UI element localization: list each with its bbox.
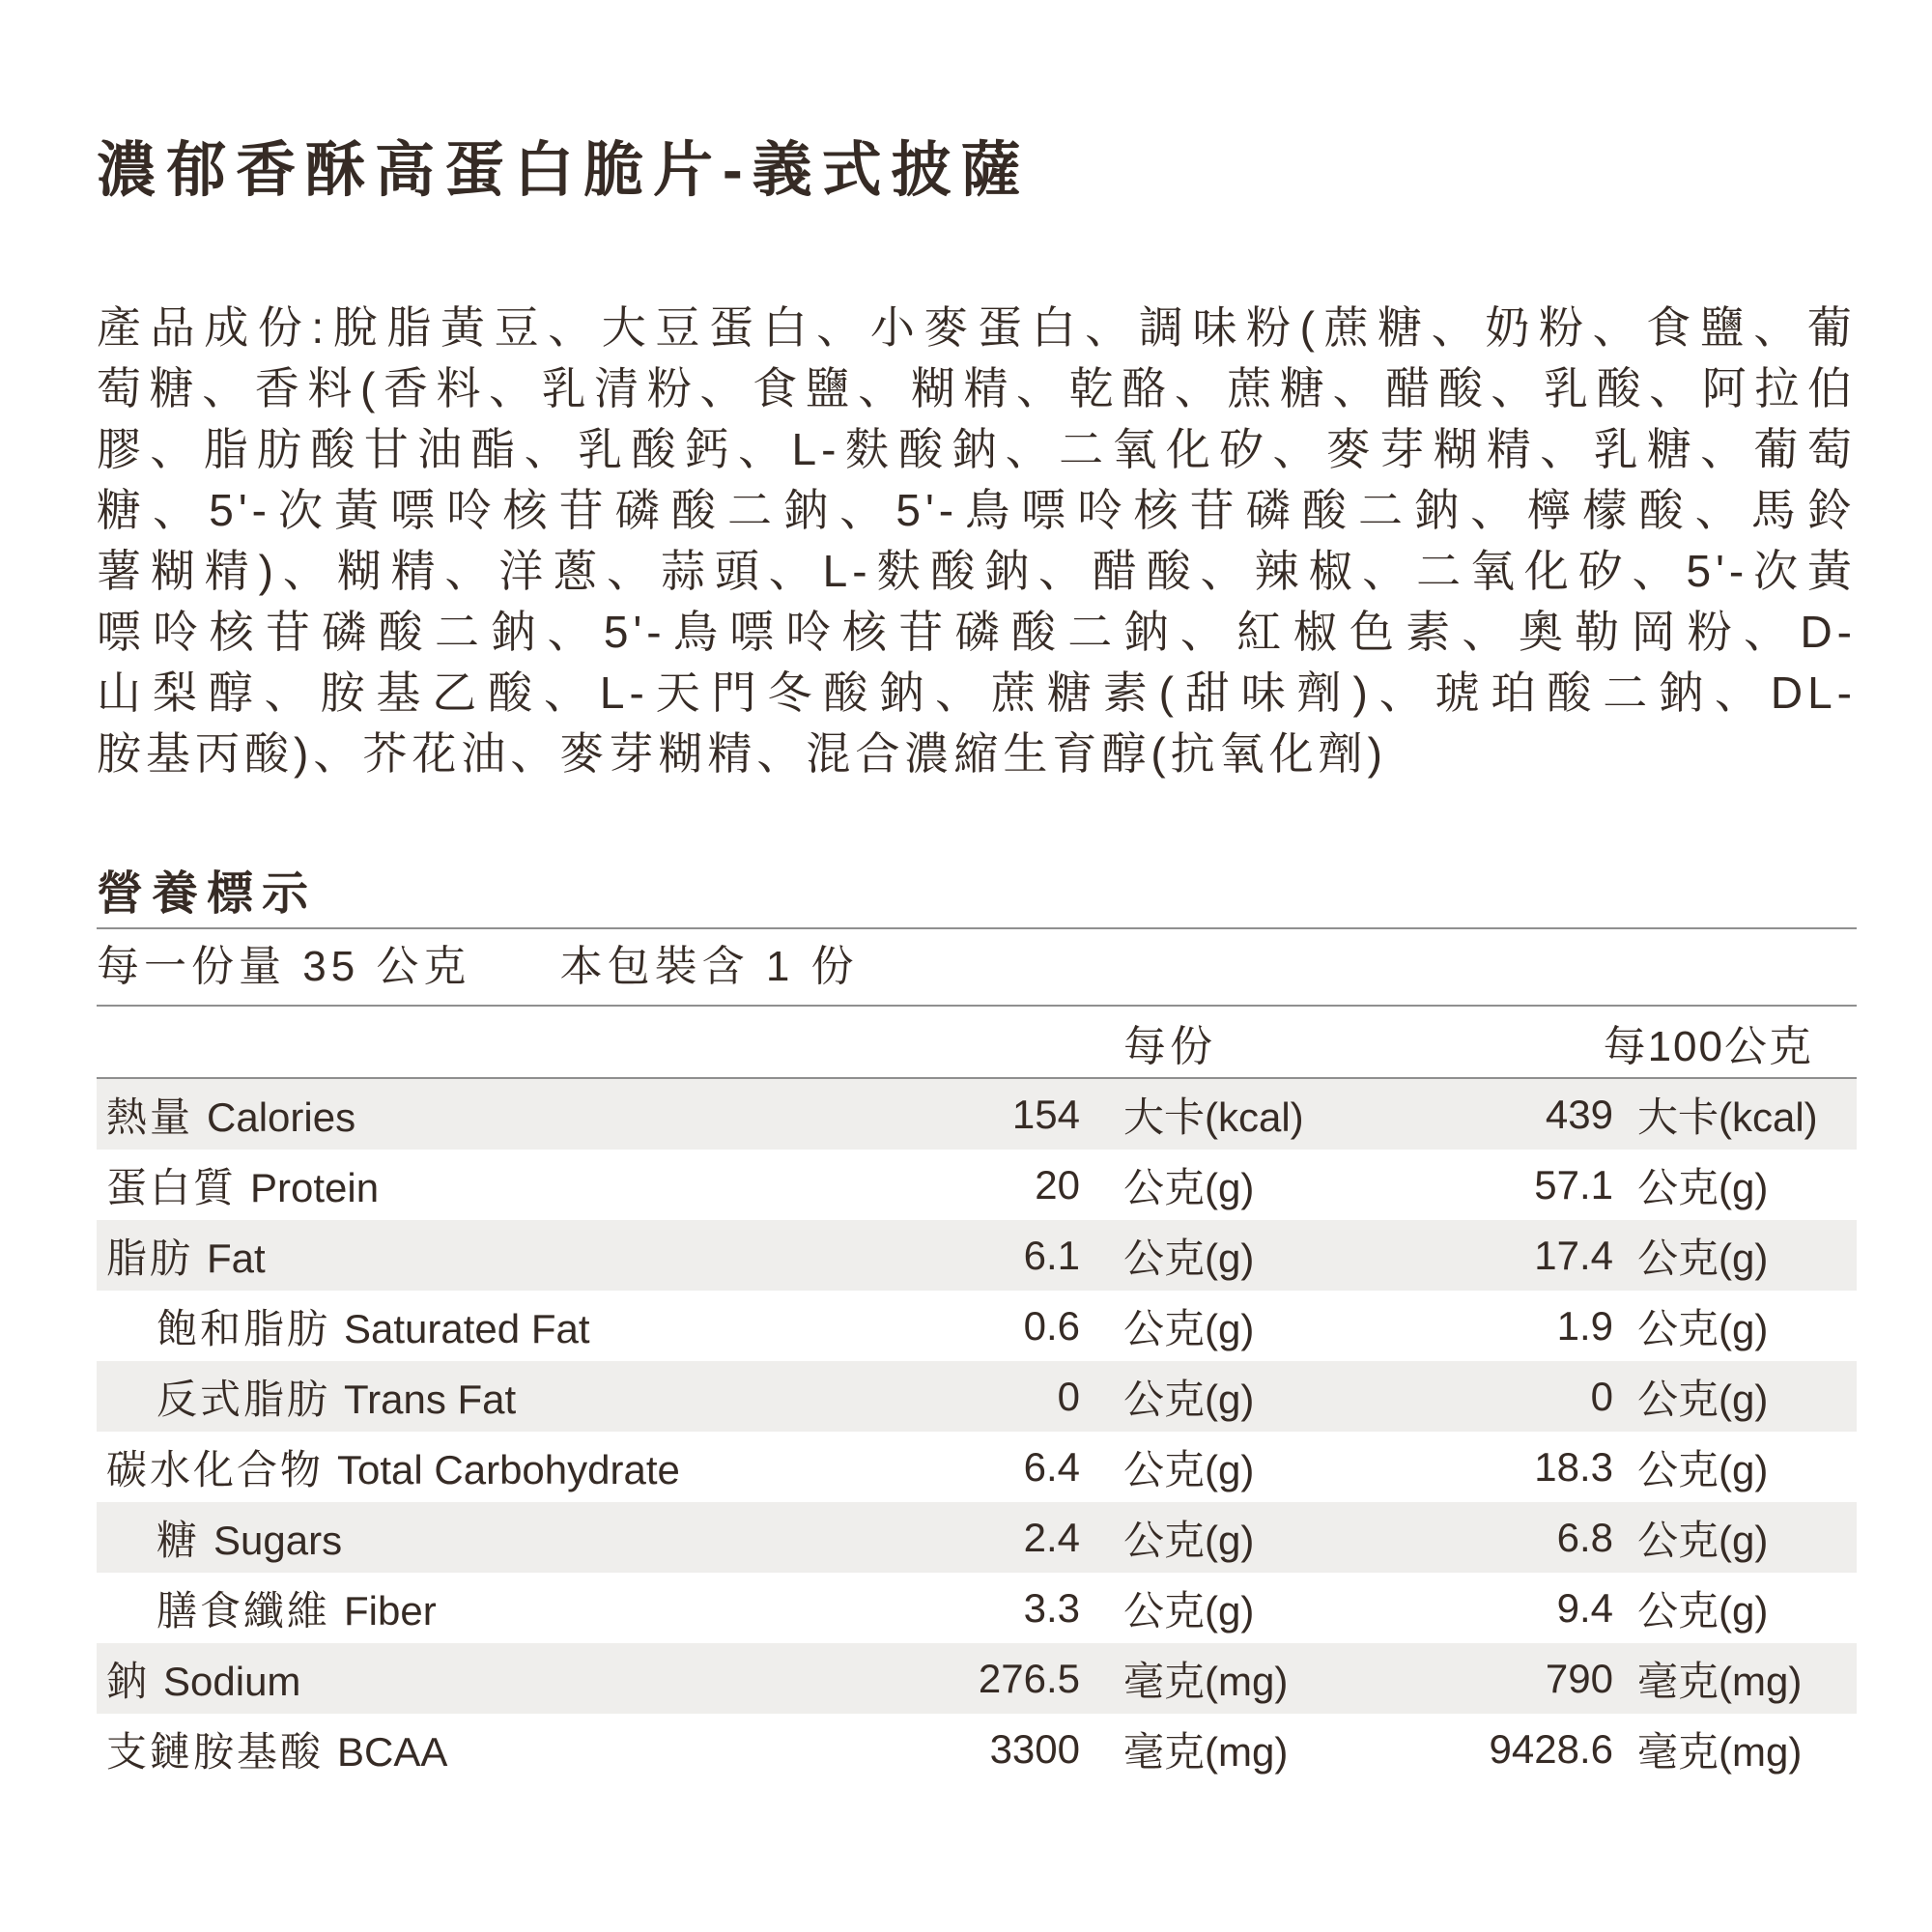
serving-info-row	[97, 927, 1857, 1007]
nutrient-label	[97, 1509, 831, 1567]
per-100g-unit: 毫克(mg)	[1637, 1728, 1803, 1775]
nutrition-row	[97, 1150, 1857, 1220]
nutrition-table-body	[97, 1079, 1857, 1784]
per-serving-unit: 毫克(mg)	[1123, 1658, 1289, 1704]
product-title: 濃郁香酥高蛋白脆片-義式披薩	[97, 137, 1031, 204]
per-serving-unit: 公克(g)	[1123, 1235, 1255, 1281]
nutrition-row	[97, 1714, 1857, 1784]
per-100g-value: 17.4	[1534, 1232, 1613, 1278]
nutrient-name-en: Protein	[250, 1164, 380, 1210]
nutrition-section-title: 營養標示	[97, 868, 318, 920]
nutrient-name-en: Total Carbohydrate	[337, 1446, 680, 1492]
nutrient-name-zh: 蛋白質	[106, 1164, 238, 1210]
per-100g-unit: 公克(g)	[1637, 1517, 1769, 1563]
label-page	[97, 0, 1857, 1784]
nutrient-name-zh: 飽和脂肪	[156, 1305, 331, 1351]
per-100g-value: 57.1	[1534, 1161, 1613, 1208]
per-serving-unit: 公克(g)	[1123, 1376, 1255, 1422]
nutrient-name-zh: 鈉	[106, 1658, 151, 1704]
per-100g-unit: 公克(g)	[1637, 1164, 1769, 1210]
nutrient-label	[97, 1227, 831, 1285]
per-100g-value: 1.9	[1556, 1302, 1613, 1349]
per-serving-unit: 公克(g)	[1123, 1164, 1255, 1210]
per-serving-value: 0.6	[1023, 1302, 1080, 1349]
nutrient-name-zh: 脂肪	[106, 1235, 194, 1281]
ingredients-line: 薯糊精)、糊精、洋蔥、蒜頭、L-麩酸鈉、醋酸、辣椒、二氧化矽、5'-次黃	[97, 546, 1857, 596]
per-100g-value: 790	[1545, 1655, 1613, 1701]
nutrition-row	[97, 1643, 1857, 1714]
nutrition-row	[97, 1432, 1857, 1502]
nutrient-name-en: Sodium	[163, 1658, 301, 1704]
per-serving-value: 6.4	[1023, 1443, 1080, 1490]
nutrient-name-zh: 支鏈胺基酸	[106, 1728, 325, 1775]
per-serving-value: 0	[1057, 1373, 1080, 1419]
nutrition-row	[97, 1361, 1857, 1432]
per-100g-value: 9.4	[1556, 1584, 1613, 1631]
nutrient-name-zh: 糖	[156, 1517, 201, 1563]
per-100g-value: 0	[1590, 1373, 1613, 1419]
nutrient-name-zh: 反式脂肪	[156, 1376, 331, 1422]
nutrient-label	[97, 1086, 831, 1144]
nutrient-label	[97, 1297, 831, 1355]
nutrition-row	[97, 1573, 1857, 1643]
nutrient-label	[97, 1368, 831, 1426]
nutrient-name-en: Calories	[207, 1094, 356, 1140]
per-100g-value: 18.3	[1534, 1443, 1613, 1490]
per-100g-value: 439	[1545, 1091, 1613, 1137]
nutrient-label	[97, 1579, 831, 1637]
per-100g-unit: 大卡(kcal)	[1637, 1094, 1818, 1140]
per-serving-value: 3.3	[1023, 1584, 1080, 1631]
column-header-per-100g: 每100公克	[1603, 1022, 1813, 1070]
per-100g-value: 9428.6	[1489, 1725, 1613, 1772]
ingredients-line: 萄糖、香料(香料、乳清粉、食鹽、糊精、乾酪、蔗糖、醋酸、乳酸、阿拉伯	[97, 363, 1857, 413]
nutrient-name-en: Trans Fat	[344, 1376, 517, 1422]
nutrition-row	[97, 1079, 1857, 1150]
nutrient-name-en: BCAA	[337, 1728, 448, 1775]
per-serving-unit: 公克(g)	[1123, 1587, 1255, 1634]
per-100g-unit: 公克(g)	[1637, 1446, 1769, 1492]
nutrition-table-header	[97, 1007, 1857, 1079]
serving-size: 每一份量 35 公克	[97, 943, 471, 990]
ingredients-line: 產品成份:脫脂黃豆、大豆蛋白、小麥蛋白、調味粉(蔗糖、奶粉、食鹽、葡	[97, 302, 1857, 353]
nutrient-name-zh: 膳食纖維	[156, 1587, 331, 1634]
ingredients-line: 嘌呤核苷磷酸二鈉、5'-鳥嘌呤核苷磷酸二鈉、紅椒色素、奧勒岡粉、D-	[97, 607, 1857, 657]
nutrient-label	[97, 1720, 831, 1778]
nutrient-name-zh: 熱量	[106, 1094, 194, 1140]
per-serving-value: 2.4	[1023, 1514, 1080, 1560]
per-serving-unit: 公克(g)	[1123, 1517, 1255, 1563]
column-header-per-serving: 每份	[1123, 1022, 1216, 1070]
per-100g-unit: 公克(g)	[1637, 1587, 1769, 1634]
ingredients-line: 膠、脂肪酸甘油酯、乳酸鈣、L-麩酸鈉、二氧化矽、麥芽糊精、乳糖、葡萄	[97, 424, 1857, 474]
nutrient-name-zh: 碳水化合物	[106, 1446, 325, 1492]
nutrient-name-en: Fiber	[344, 1587, 437, 1634]
per-serving-value: 276.5	[978, 1655, 1080, 1701]
ingredients-paragraph	[97, 298, 1857, 784]
nutrient-label	[97, 1650, 831, 1708]
per-100g-value: 6.8	[1556, 1514, 1613, 1560]
per-serving-value: 154	[1011, 1091, 1080, 1137]
nutrient-name-en: Fat	[207, 1235, 266, 1281]
per-serving-unit: 公克(g)	[1123, 1305, 1255, 1351]
per-100g-unit: 公克(g)	[1637, 1376, 1769, 1422]
per-100g-unit: 毫克(mg)	[1637, 1658, 1803, 1704]
package-servings: 本包裝含 1 份	[559, 943, 859, 990]
per-serving-unit: 大卡(kcal)	[1123, 1094, 1304, 1140]
per-serving-value: 6.1	[1023, 1232, 1080, 1278]
nutrient-name-en: Sugars	[213, 1517, 343, 1563]
per-serving-value: 3300	[989, 1725, 1080, 1772]
per-serving-value: 20	[1035, 1161, 1080, 1208]
nutrition-table	[97, 1007, 1857, 1784]
per-100g-unit: 公克(g)	[1637, 1305, 1769, 1351]
nutrient-label	[97, 1438, 831, 1496]
nutrient-name-en: Saturated Fat	[344, 1305, 590, 1351]
ingredients-line: 糖、5'-次黃嘌呤核苷磷酸二鈉、5'-鳥嘌呤核苷磷酸二鈉、檸檬酸、馬鈴	[97, 485, 1857, 535]
per-serving-unit: 毫克(mg)	[1123, 1728, 1289, 1775]
per-serving-unit: 公克(g)	[1123, 1446, 1255, 1492]
ingredients-line: 胺基丙酸)、芥花油、麥芽糊精、混合濃縮生育醇(抗氧化劑)	[97, 728, 1387, 779]
nutrition-row	[97, 1220, 1857, 1291]
nutrition-row	[97, 1291, 1857, 1361]
ingredients-line: 山梨醇、胺基乙酸、L-天門冬酸鈉、蔗糖素(甜味劑)、琥珀酸二鈉、DL-	[97, 668, 1857, 718]
nutrition-row	[97, 1502, 1857, 1573]
nutrient-label	[97, 1156, 831, 1214]
per-100g-unit: 公克(g)	[1637, 1235, 1769, 1281]
